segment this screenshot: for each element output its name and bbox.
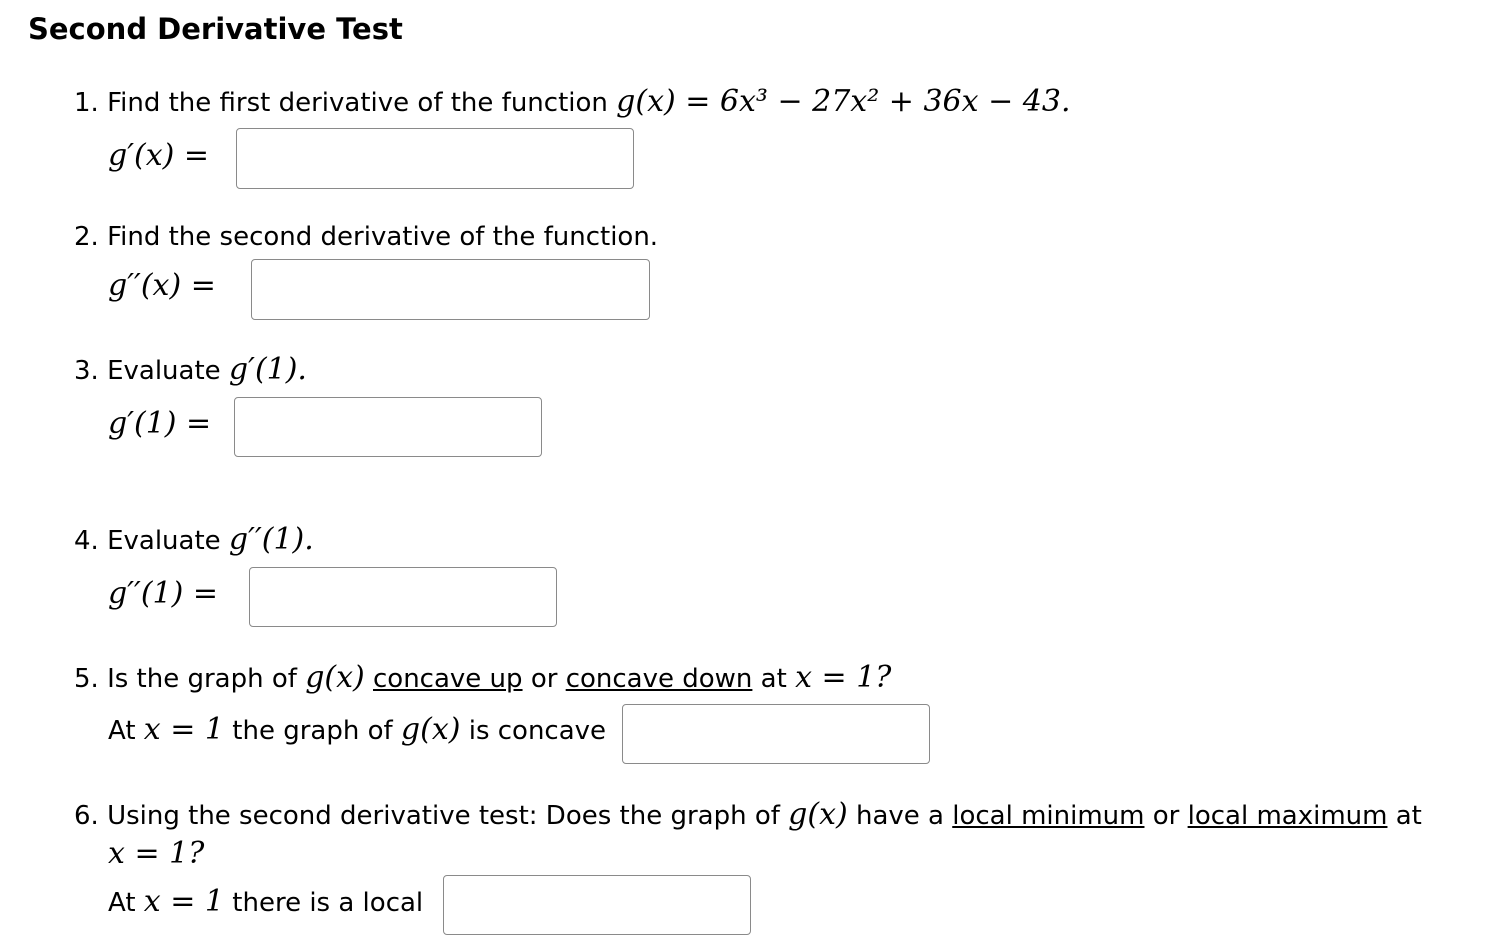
g-double-prime-1-input[interactable] xyxy=(249,567,557,627)
answer-text: is concave xyxy=(468,716,607,746)
question-number: 3. xyxy=(74,356,99,386)
answer-label: g′(x) = xyxy=(108,138,210,173)
local-maximum-link[interactable]: local maximum xyxy=(1187,801,1388,831)
question-6-line-2 xyxy=(108,836,204,871)
function-expression: g(x) xyxy=(400,712,461,747)
answer-row-5 xyxy=(108,712,606,747)
question-expression: g′′(1). xyxy=(228,522,314,557)
concave-up-link[interactable]: concave up xyxy=(373,664,523,694)
question-number: 6. xyxy=(74,801,99,831)
answer-text: At xyxy=(108,888,136,918)
question-text: at xyxy=(760,664,787,694)
point-expression: x = 1? xyxy=(795,660,892,695)
question-number: 5. xyxy=(74,664,99,694)
question-expression: g′(1). xyxy=(228,352,307,387)
question-number: 2. xyxy=(74,222,99,252)
question-text: Is the graph of xyxy=(107,664,297,694)
point-expression: x = 1 xyxy=(143,712,225,747)
question-number: 4. xyxy=(74,526,99,556)
function-expression: g(x) xyxy=(788,797,848,832)
answer-row-2 xyxy=(108,268,216,303)
point-expression: x = 1? xyxy=(108,836,205,871)
answer-row-4 xyxy=(108,576,218,611)
question-text: at xyxy=(1395,801,1422,831)
g-double-prime-input[interactable] xyxy=(251,259,650,320)
question-text: Evaluate xyxy=(107,356,221,386)
question-text: or xyxy=(1152,801,1180,831)
question-1 xyxy=(74,84,1070,119)
question-text: Evaluate xyxy=(107,526,221,556)
question-number: 1. xyxy=(74,88,99,118)
question-6 xyxy=(74,797,1422,832)
point-expression: x = 1 xyxy=(143,884,225,919)
function-expression: g(x) = 6x³ − 27x² + 36x − 43. xyxy=(616,84,1071,119)
g-prime-1-input[interactable] xyxy=(234,397,542,457)
page-title: Second Derivative Test xyxy=(28,12,403,46)
question-text: Find the second derivative of the function. xyxy=(107,222,659,252)
concave-down-link[interactable]: concave down xyxy=(565,664,753,694)
answer-row-3 xyxy=(108,406,211,441)
answer-label: g′′(x) = xyxy=(108,268,216,303)
function-expression: g(x) xyxy=(305,660,365,695)
question-2 xyxy=(74,222,658,252)
answer-text: there is a local xyxy=(232,888,424,918)
question-text: or xyxy=(530,664,558,694)
question-3 xyxy=(74,352,307,387)
question-text: Using the second derivative test: Does the graph of xyxy=(107,801,780,831)
answer-label: g′′(1) = xyxy=(108,576,218,611)
answer-row-6 xyxy=(108,884,423,919)
local-minimum-link[interactable]: local minimum xyxy=(952,801,1145,831)
answer-text: At xyxy=(108,716,136,746)
question-4 xyxy=(74,522,314,557)
question-text: Find the first derivative of the function xyxy=(107,88,608,118)
answer-label: g′(1) = xyxy=(108,406,212,441)
question-5 xyxy=(74,660,891,695)
concavity-input[interactable] xyxy=(622,704,930,764)
answer-text: the graph of xyxy=(232,716,393,746)
answer-row-1 xyxy=(108,138,209,173)
local-extremum-input[interactable] xyxy=(443,875,751,935)
question-text: have a xyxy=(855,801,944,831)
g-prime-input[interactable] xyxy=(236,128,634,189)
